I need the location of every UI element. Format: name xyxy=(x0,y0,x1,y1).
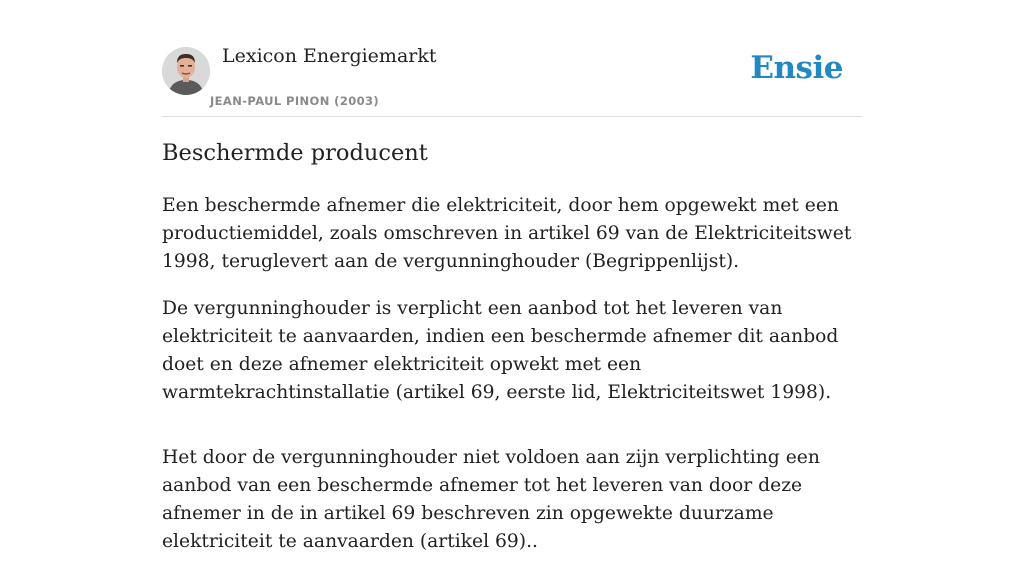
entry-term: Beschermde producent xyxy=(162,140,428,166)
entry-body xyxy=(162,192,862,575)
brand-logo[interactable]: Ensie xyxy=(750,50,843,86)
body-paragraph: Het door de vergunninghouder niet voldoen aan zijn verplichting een aanbod van een beschermde afnemer tot het leveren van door deze afnemer in de in artikel 69 beschreven zin opgewekte duurzame elektriciteit te aanvaarden (artikel 69).. xyxy=(162,447,820,552)
body-paragraph: Een beschermde afnemer die elektriciteit, door hem opgewekt met een productiemiddel, zoals omschreven in artikel 69 van de Elektriciteitswet 1998, teruglevert aan de vergunninghouder (Begrippenlijst). xyxy=(162,195,852,272)
author-name[interactable]: JEAN-PAUL PINON (2003) xyxy=(210,94,380,108)
book-title[interactable]: Lexicon Energiemarkt xyxy=(222,45,437,67)
author-avatar[interactable] xyxy=(162,47,210,95)
author-portrait-icon xyxy=(162,47,210,95)
body-paragraph: De vergunninghouder is verplicht een aanbod tot het leveren van elektriciteit te aanvaarden, indien een beschermde afnemer dit aanbod doet en deze afnemer elektriciteit opwekt met een warmtekrachtinstallatie (artikel 69, eerste lid, Elektriciteitswet 1998). xyxy=(162,298,839,403)
entry-header xyxy=(162,0,862,117)
entry-card xyxy=(162,0,862,552)
